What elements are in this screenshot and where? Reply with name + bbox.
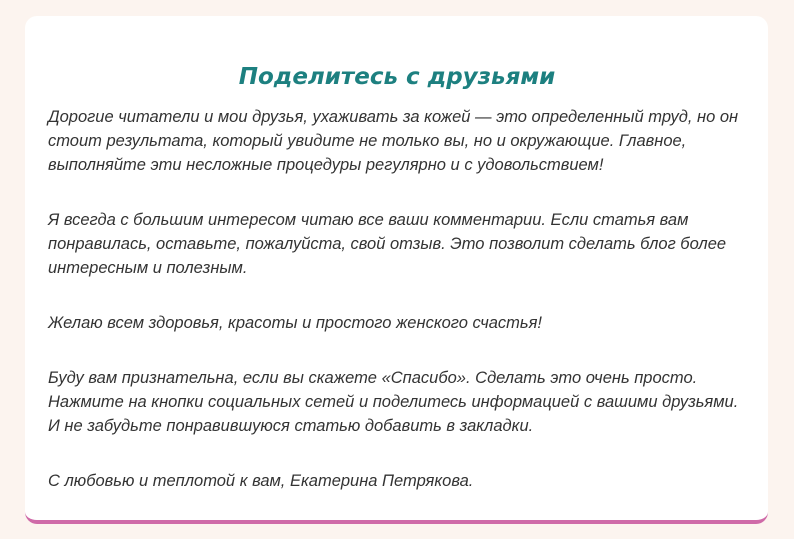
share-request-paragraph: Буду вам признательна, если вы скажете «Спасибо». Сделать это очень просто. Нажмите на кнопки социальных сетей и поделитесь информацией с вашими друзьями. И не забудьте понравившуюся статью добавить в закладки. [48, 369, 739, 435]
signature-paragraph: С любовью и теплотой к вам, Екатерина Петрякова. [48, 472, 474, 490]
share-with-friends-card [25, 16, 768, 524]
comments-paragraph: Я всегда с большим интересом читаю все ваши комментарии. Если статья вам понравилась, оставьте, пожалуйста, свой отзыв. Это позволит сделать блог более интересным и полезным. [48, 211, 727, 277]
card-title: Поделитесь с друзьями [238, 64, 556, 90]
wishes-paragraph: Желаю всем здоровья, красоты и простого женского счастья! [48, 314, 542, 332]
intro-paragraph: Дорогие читатели и мои друзья, ухаживать за кожей — это определенный труд, но он стоит результата, который увидите не только вы, но и окружающие. Главное, выполняйте эти несложные процедуры регулярно и с удовольствием! [48, 108, 739, 174]
